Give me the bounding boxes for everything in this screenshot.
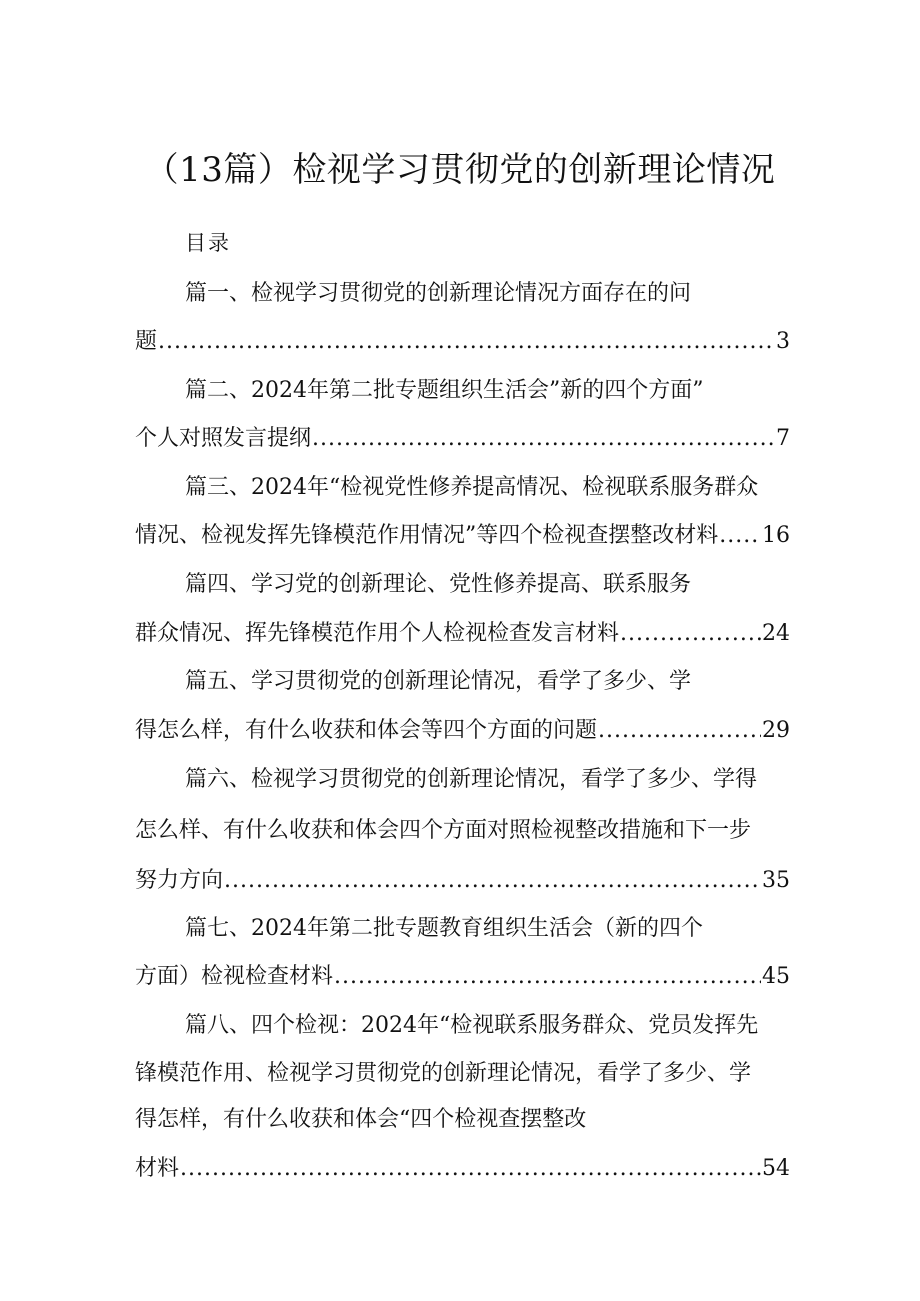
toc-leader-dots [334,962,761,992]
toc-entry-1-page: 3 [776,329,790,354]
toc-entry-6-page: 35 [762,868,790,893]
toc-entry-4-line-2: 群众情况、挥先锋模范作用个人检视检查发言材料 [135,621,620,646]
toc-label: 目录 [185,231,231,255]
toc-entry-6-line-1: 篇六、检视学习贯彻党的创新理论情况，看学了多少、学得 [185,767,758,792]
toc-entry-5-page: 29 [762,718,790,743]
toc-entry-7-line-2: 方面）检视检查材料 [135,964,334,989]
toc-entry-8-line-2: 锋模范作用、检视学习贯彻党的创新理论情况，看学了多少、学 [135,1061,752,1086]
toc-entry-3-line-2: 情况、检视发挥先锋模范作用情况”等四个检视查摆整改材料 [135,523,719,548]
toc-entry-8-line-1: 篇八、四个检视：2024年“检视联系服务群众、党员发挥先 [185,1013,759,1038]
toc-leader-dots [224,866,761,896]
toc-entry-3-line-1: 篇三、2024年“检视党性修养提高情况、检视联系服务群众 [185,475,759,500]
toc-entry-8-line-3: 得怎样，有什么收获和体会“四个检视查摆整改 [135,1107,587,1132]
toc-entry-4-line-1: 篇四、学习党的创新理论、党性修养提高、联系服务 [185,572,692,597]
toc-entry-6-last-line[interactable] [135,866,790,896]
toc-entry-1-line-1: 篇一、检视学习贯彻党的创新理论情况方面存在的问 [185,281,692,306]
toc-entry-7-last-line[interactable] [135,962,790,992]
toc-entry-3-page: 16 [762,523,790,548]
toc-entry-1-last-line[interactable] [135,327,790,357]
toc-entry-4-page: 24 [762,621,790,646]
toc-entry-4-last-line[interactable] [135,619,790,649]
toc-entry-7-line-1: 篇七、2024年第二批专题教育组织生活会（新的四个 [185,916,703,941]
toc-entry-5-line-1: 篇五、学习贯彻党的创新理论情况，看学了多少、学 [185,669,692,694]
toc-entry-2-last-line[interactable] [135,424,790,454]
toc-entry-8-line-4: 材料 [135,1156,180,1181]
document-title: （13篇）检视学习贯彻党的创新理论情况 [144,150,776,190]
toc-entry-2-line-2: 个人对照发言提纲 [135,426,312,451]
toc-entry-5-line-2: 得怎么样，有什么收获和体会等四个方面的问题 [135,718,598,743]
toc-leader-dots [312,424,775,454]
toc-leader-dots [180,1154,761,1184]
toc-entry-8-last-line[interactable] [135,1154,790,1184]
toc-entry-6-line-2: 怎么样、有什么收获和体会四个方面对照检视整改措施和下一步 [135,818,752,843]
toc-entry-2-page: 7 [776,426,790,451]
toc-leader-dots [158,327,775,357]
toc-entry-5-last-line[interactable] [135,716,790,746]
toc-leader-dots [620,619,761,649]
toc-entry-7-page: 45 [762,964,790,989]
toc-entry-8-page: 54 [762,1156,790,1181]
toc-entry-6-line-3: 努力方向 [135,868,224,893]
toc-leader-dots [598,716,761,746]
toc-entry-3-last-line[interactable] [135,521,790,551]
toc-entry-2-line-1: 篇二、2024年第二批专题组织生活会”新的四个方面” [185,378,704,403]
toc-entry-1-line-2: 题 [135,329,158,354]
toc-leader-dots [719,521,761,551]
